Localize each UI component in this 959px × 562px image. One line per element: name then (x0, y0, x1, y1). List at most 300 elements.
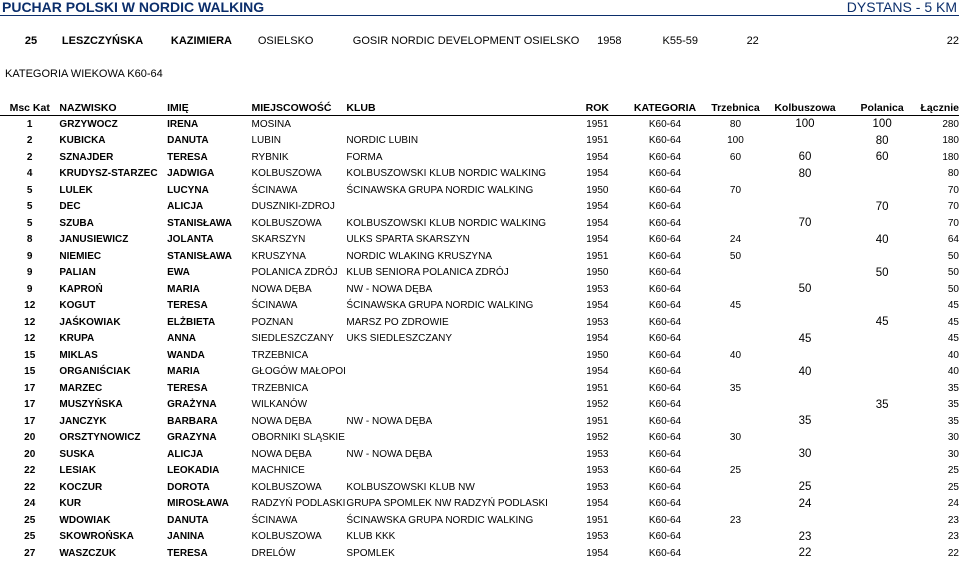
total-cell: 280 (942, 118, 959, 130)
place-cell: 25 (24, 514, 36, 526)
city-cell: GŁOGÓW MAŁOPOI (251, 366, 346, 378)
kolbuszowa-cell (766, 380, 844, 397)
total-cell: 30 (947, 448, 959, 460)
club-cell: KLUB SENIORA POLANICA ZDRÓJ (346, 267, 509, 279)
polanica-cell (844, 281, 921, 298)
city-cell: NOWA DĘBA (251, 283, 312, 295)
header-trzebnica: Trzebnica (705, 100, 766, 116)
last-name-cell: JAŚKOWIAK (59, 316, 121, 328)
first-name-cell: DANUTA (167, 135, 209, 147)
club-cell: KOLBUSZOWSKI KLUB NW (346, 481, 475, 493)
polanica-cell (844, 248, 921, 265)
category-cell: K60-64 (648, 300, 682, 312)
header-kolbuszowa: Kolbuszowa (766, 100, 844, 116)
table-row (0, 496, 959, 513)
last-name-cell: DEC (59, 201, 81, 213)
first-name-cell: JANINA (167, 531, 205, 543)
polanica-cell (844, 446, 921, 463)
last-name-cell: KOCZUR (59, 481, 103, 493)
city-cell: ŚCINAWA (251, 184, 298, 196)
category-cell: K60-64 (648, 366, 682, 378)
table-row (0, 133, 959, 150)
first-name-cell: ELŻBIETA (167, 316, 216, 328)
table-row (0, 265, 959, 282)
club-cell: NW - NOWA DĘBA (346, 448, 433, 460)
total-cell: 40 (947, 366, 959, 378)
place-cell: 12 (24, 333, 36, 345)
kolbuszowa-cell (766, 314, 844, 331)
club-cell (346, 463, 569, 480)
total-cell: 22 (946, 35, 959, 47)
birth-year-cell: 1954 (586, 234, 609, 246)
birth-year-cell: 1951 (586, 250, 609, 262)
kolbuszowa-cell (766, 133, 844, 150)
first-name-cell: TERESA (167, 382, 208, 394)
category-cell: K60-64 (648, 151, 682, 163)
place-cell: 5 (26, 201, 33, 213)
polanica-cell (844, 413, 921, 430)
total-cell: 25 (947, 465, 959, 477)
city-cell: KOLBUSZOWA (251, 531, 322, 543)
trzebnica-cell: 24 (729, 234, 742, 246)
table-row (0, 215, 959, 232)
table-row (0, 397, 959, 414)
last-name-cell: SZNAJDER (59, 151, 114, 163)
table-header (0, 100, 959, 116)
club-cell: KLUB KKK (346, 531, 396, 543)
trzebnica-cell: 23 (729, 514, 742, 526)
club-cell: GOSIR NORDIC DEVELOPMENT OSIELSKO (352, 35, 580, 47)
table-row (0, 182, 959, 199)
city-cell: MACHNICE (251, 465, 305, 477)
polanica-cell (864, 33, 945, 49)
first-name-cell: GRAZYNA (167, 432, 217, 444)
kolbuszowa-cell (766, 463, 844, 480)
total-cell: 180 (942, 135, 959, 147)
birth-year-cell: 1953 (586, 465, 609, 477)
place-cell: 1 (26, 118, 33, 130)
first-name-cell: JOLANTA (167, 234, 214, 246)
club-cell: NW - NOWA DĘBA (346, 415, 433, 427)
last-name-cell: GRZYWOCZ (59, 118, 118, 130)
first-name-cell: KAZIMIERA (170, 35, 232, 47)
first-name-cell: TERESA (167, 300, 208, 312)
club-cell: ŚCINAWSKA GRUPA NORDIC WALKING (346, 184, 534, 196)
city-cell: MOSINA (251, 118, 291, 130)
table-row (0, 314, 959, 331)
last-name-cell: KRUPA (59, 333, 95, 345)
category-cell: K60-64 (648, 118, 682, 130)
city-cell: KOLBUSZOWA (251, 217, 322, 229)
polanica-cell: 100 (872, 118, 892, 131)
last-name-cell: SKOWROŃSKA (59, 531, 134, 543)
category-cell: K60-64 (648, 135, 682, 147)
birth-year-cell: 1954 (586, 366, 609, 378)
kolbuszowa-cell (784, 33, 864, 49)
table-row (0, 116, 959, 133)
polanica-cell (844, 463, 921, 480)
place-cell: 12 (24, 300, 36, 312)
club-cell (346, 199, 569, 216)
kolbuszowa-cell (766, 397, 844, 414)
total-cell: 70 (947, 201, 959, 213)
place-cell: 17 (24, 382, 36, 394)
birth-year-cell: 1950 (586, 184, 609, 196)
trzebnica-cell (705, 496, 766, 513)
city-cell: OBORNIKI SLĄSKIE (251, 432, 345, 444)
city-cell: TRZEBNICA (251, 349, 309, 361)
trzebnica-cell: 25 (729, 465, 742, 477)
trzebnica-cell (705, 479, 766, 496)
birth-year-cell: 1954 (586, 168, 609, 180)
category-cell: K60-64 (648, 465, 682, 477)
city-cell: KOLBUSZOWA (251, 481, 322, 493)
club-cell: FORMA (346, 151, 383, 163)
birth-year-cell: 1954 (586, 151, 609, 163)
table-row (0, 364, 959, 381)
place-cell: 25 (24, 35, 38, 47)
last-name-cell: JANUSIEWICZ (59, 234, 129, 246)
header-city: MIEJSCOWOŚĆ (252, 100, 347, 116)
trzebnica-cell (705, 529, 766, 546)
city-cell: DRELÓW (251, 547, 296, 559)
place-cell: 22 (24, 481, 36, 493)
category-cell: K60-64 (648, 349, 682, 361)
category-cell: K60-64 (648, 184, 682, 196)
trzebnica-cell (705, 314, 766, 331)
trzebnica-cell (705, 199, 766, 216)
last-name-cell: KUR (59, 498, 82, 510)
total-cell: 64 (947, 234, 959, 246)
birth-year-cell: 1953 (586, 283, 609, 295)
polanica-cell (844, 331, 921, 348)
category-cell: K60-64 (648, 316, 682, 328)
trzebnica-cell (705, 413, 766, 430)
last-name-cell: ORGANIŚCIAK (59, 366, 131, 378)
club-cell: MARSZ PO ZDROWIE (346, 316, 449, 328)
trzebnica-cell: 50 (729, 250, 742, 262)
city-cell: ŚCINAWA (251, 514, 298, 526)
place-cell: 17 (24, 399, 36, 411)
club-cell: SPOMLEK (346, 547, 395, 559)
total-cell: 25 (947, 481, 959, 493)
total-cell: 180 (942, 151, 959, 163)
kolbuszowa-cell: 80 (798, 167, 812, 180)
birth-year-cell: 1958 (597, 35, 622, 47)
birth-year-cell: 1950 (586, 349, 609, 361)
trzebnica-cell: 45 (729, 300, 742, 312)
kolbuszowa-cell: 30 (798, 448, 812, 461)
place-cell: 9 (26, 283, 33, 295)
table-row (0, 463, 959, 480)
first-name-cell: TERESA (167, 151, 208, 163)
club-cell (346, 364, 569, 381)
last-name-cell: LULEK (59, 184, 93, 196)
table-row (0, 281, 959, 298)
place-cell: 20 (24, 432, 36, 444)
birth-year-cell: 1954 (586, 300, 609, 312)
club-cell (346, 347, 569, 364)
kolbuszowa-cell (766, 347, 844, 364)
last-name-cell: NIEMIEC (59, 250, 102, 262)
last-name-cell: SZUBA (59, 217, 94, 229)
birth-year-cell: 1951 (586, 135, 609, 147)
kolbuszowa-cell: 23 (798, 530, 812, 543)
kolbuszowa-cell (766, 232, 844, 249)
category-cell: K60-64 (648, 399, 682, 411)
first-name-cell: TERESA (167, 547, 208, 559)
table-row (0, 479, 959, 496)
city-cell: RADZYŃ PODLASKI (251, 498, 346, 510)
polanica-cell: 80 (875, 134, 889, 147)
trzebnica-cell: 60 (729, 151, 742, 163)
club-cell: ŚCINAWSKA GRUPA NORDIC WALKING (346, 514, 534, 526)
club-cell (346, 397, 569, 414)
table-row (0, 430, 959, 447)
place-cell: 2 (26, 151, 33, 163)
polanica-cell (844, 479, 921, 496)
table-row (0, 298, 959, 315)
polanica-cell (844, 545, 921, 562)
table-row (0, 331, 959, 348)
birth-year-cell: 1953 (586, 316, 609, 328)
city-cell: NOWA DĘBA (251, 415, 312, 427)
table-row (0, 545, 959, 562)
polanica-cell (844, 347, 921, 364)
last-name-cell: LESZCZYŃSKA (61, 35, 144, 47)
first-name-cell: MARIA (167, 283, 200, 295)
place-cell: 15 (24, 349, 36, 361)
last-name-cell: ORSZTYNOWICZ (59, 432, 141, 444)
birth-year-cell: 1952 (586, 399, 609, 411)
place-cell: 2 (26, 135, 33, 147)
place-cell: 17 (24, 415, 36, 427)
category-cell: K60-64 (648, 234, 682, 246)
kolbuszowa-cell (766, 430, 844, 447)
header-club: KLUB (346, 100, 569, 116)
city-cell: ŚCINAWA (251, 300, 298, 312)
header-first-name: IMIĘ (167, 100, 251, 116)
city-cell: SIEDLESZCZANY (251, 333, 334, 345)
birth-year-cell: 1951 (586, 514, 609, 526)
table-row (0, 166, 959, 183)
polanica-cell (844, 430, 921, 447)
trzebnica-cell: 40 (729, 349, 742, 361)
place-cell: 9 (26, 250, 33, 262)
polanica-cell (844, 298, 921, 315)
polanica-cell: 45 (875, 316, 889, 329)
trzebnica-cell: 35 (729, 382, 742, 394)
total-cell: 45 (947, 316, 959, 328)
total-cell: 35 (947, 415, 959, 427)
city-cell: DUSZNIKI-ZDROJ (251, 201, 335, 213)
first-name-cell: DOROTA (167, 481, 210, 493)
kolbuszowa-cell: 70 (798, 217, 812, 230)
kolbuszowa-cell: 35 (798, 415, 812, 428)
birth-year-cell: 1951 (586, 415, 609, 427)
category-cell: K60-64 (648, 333, 682, 345)
trzebnica-cell (705, 545, 766, 562)
birth-year-cell: 1954 (586, 217, 609, 229)
kolbuszowa-cell (766, 182, 844, 199)
table-row (0, 529, 959, 546)
total-cell: 24 (947, 498, 959, 510)
city-cell: LUBIN (251, 135, 281, 147)
place-cell: 20 (24, 448, 36, 460)
birth-year-cell: 1954 (586, 201, 609, 213)
polanica-cell (844, 182, 921, 199)
kolbuszowa-cell: 100 (795, 118, 815, 131)
city-cell: WILKANÓW (251, 399, 308, 411)
last-name-cell: KRUDYSZ-STARZEC (59, 168, 158, 180)
polanica-cell (844, 512, 921, 529)
header-birth-year: ROK (570, 100, 626, 116)
polanica-cell (844, 166, 921, 183)
total-cell: 35 (947, 382, 959, 394)
kolbuszowa-cell: 40 (798, 365, 812, 378)
table-row (0, 380, 959, 397)
kolbuszowa-cell: 25 (798, 481, 812, 494)
total-cell: 50 (947, 283, 959, 295)
polanica-cell: 70 (875, 200, 889, 213)
city-cell: OSIELSKO (257, 35, 314, 47)
place-cell: 27 (24, 547, 36, 559)
previous-category-row (0, 33, 959, 49)
total-cell: 80 (947, 168, 959, 180)
polanica-cell: 40 (875, 233, 889, 246)
birth-year-cell: 1954 (586, 547, 609, 559)
category-cell: K60-64 (648, 201, 682, 213)
club-cell (346, 380, 569, 397)
club-cell (346, 116, 569, 133)
polanica-cell: 60 (875, 151, 889, 164)
birth-year-cell: 1953 (586, 531, 609, 543)
results-table (0, 100, 959, 562)
kolbuszowa-cell: 45 (798, 332, 812, 345)
place-cell: 5 (26, 184, 33, 196)
birth-year-cell: 1953 (586, 481, 609, 493)
category-cell: K60-64 (648, 514, 682, 526)
kolbuszowa-cell: 22 (798, 547, 812, 560)
trzebnica-cell (705, 281, 766, 298)
header-total: Łącznie (920, 101, 959, 114)
club-cell: ULKS SPARTA SKARSZYN (346, 234, 470, 246)
place-cell: 15 (24, 366, 36, 378)
total-cell: 23 (947, 531, 959, 543)
distance-label: DYSTANS - 5 KM (846, 0, 957, 15)
birth-year-cell: 1954 (586, 498, 609, 510)
category-cell: K60-64 (648, 250, 682, 262)
last-name-cell: KAPROŃ (59, 283, 103, 295)
category-cell: K60-64 (648, 267, 682, 279)
city-cell: RYBNIK (251, 151, 289, 163)
last-name-cell: JANCZYK (59, 415, 107, 427)
header-divider (0, 15, 959, 16)
table-row (0, 199, 959, 216)
first-name-cell: STANISŁAWA (167, 217, 232, 229)
city-cell: TRZEBNICA (251, 382, 309, 394)
header-place: Msc Kat (0, 100, 59, 116)
first-name-cell: LUCYNA (167, 184, 209, 196)
place-cell: 8 (26, 234, 33, 246)
first-name-cell: STANISŁAWA (167, 250, 232, 262)
first-name-cell: GRAŻYNA (167, 399, 217, 411)
table-row (0, 347, 959, 364)
club-cell: GRUPA SPOMLEK NW RADZYŃ PODLASKI (346, 498, 548, 510)
table-row (0, 512, 959, 529)
place-cell: 24 (24, 498, 36, 510)
trzebnica-cell: 30 (729, 432, 742, 444)
trzebnica-cell (705, 215, 766, 232)
polanica-cell: 50 (875, 266, 889, 279)
total-cell: 35 (947, 399, 959, 411)
first-name-cell: LEOKADIA (167, 465, 220, 477)
club-cell: NORDIC WLAKING KRUSZYNA (346, 250, 492, 262)
last-name-cell: KOGUT (59, 300, 96, 312)
total-cell: 23 (947, 514, 959, 526)
trzebnica-cell (705, 265, 766, 282)
category-cell: K60-64 (648, 168, 682, 180)
polanica-cell (844, 496, 921, 513)
last-name-cell: LESIAK (59, 465, 97, 477)
first-name-cell: EWA (167, 267, 190, 279)
first-name-cell: ANNA (167, 333, 197, 345)
category-cell: K60-64 (648, 547, 682, 559)
city-cell: POLANICA ZDRÓJ (251, 267, 338, 279)
last-name-cell: WASZCZUK (59, 547, 117, 559)
total-cell: 45 (947, 300, 959, 312)
kolbuszowa-cell (766, 248, 844, 265)
category-cell: K60-64 (648, 432, 682, 444)
first-name-cell: JADWIGA (167, 168, 215, 180)
kolbuszowa-cell (766, 265, 844, 282)
last-name-cell: MIKLAS (59, 349, 98, 361)
first-name-cell: ALICJA (167, 201, 204, 213)
club-cell: UKS SIEDLESZCZANY (346, 333, 453, 345)
category-title: KATEGORIA WIEKOWA K60-64 (5, 68, 163, 80)
first-name-cell: DANUTA (167, 514, 209, 526)
birth-year-cell: 1953 (586, 448, 609, 460)
total-cell: 45 (947, 333, 959, 345)
table-row (0, 33, 959, 49)
page-header (0, 0, 959, 18)
place-cell: 22 (24, 465, 36, 477)
category-cell: K55-59 (662, 35, 698, 47)
kolbuszowa-cell (766, 512, 844, 529)
first-name-cell: MARIA (167, 366, 200, 378)
club-cell: KOLBUSZOWSKI KLUB NORDIC WALKING (346, 217, 547, 229)
kolbuszowa-cell: 50 (798, 283, 812, 296)
category-cell: K60-64 (648, 217, 682, 229)
category-cell: K60-64 (648, 531, 682, 543)
page-title: PUCHAR POLSKI W NORDIC WALKING (2, 0, 265, 15)
table-row (0, 248, 959, 265)
kolbuszowa-cell (766, 199, 844, 216)
last-name-cell: MARZEC (59, 382, 103, 394)
table-row (0, 413, 959, 430)
category-cell: K60-64 (648, 498, 682, 510)
trzebnica-cell: 70 (729, 184, 742, 196)
birth-year-cell: 1951 (586, 118, 609, 130)
kolbuszowa-cell: 60 (798, 151, 812, 164)
club-cell: ŚCINAWSKA GRUPA NORDIC WALKING (346, 300, 534, 312)
table-row (0, 232, 959, 249)
city-cell: KOLBUSZOWA (251, 168, 322, 180)
place-cell: 4 (26, 168, 33, 180)
table-row (0, 149, 959, 166)
trzebnica-cell: 100 (727, 135, 744, 147)
category-cell: K60-64 (648, 283, 682, 295)
